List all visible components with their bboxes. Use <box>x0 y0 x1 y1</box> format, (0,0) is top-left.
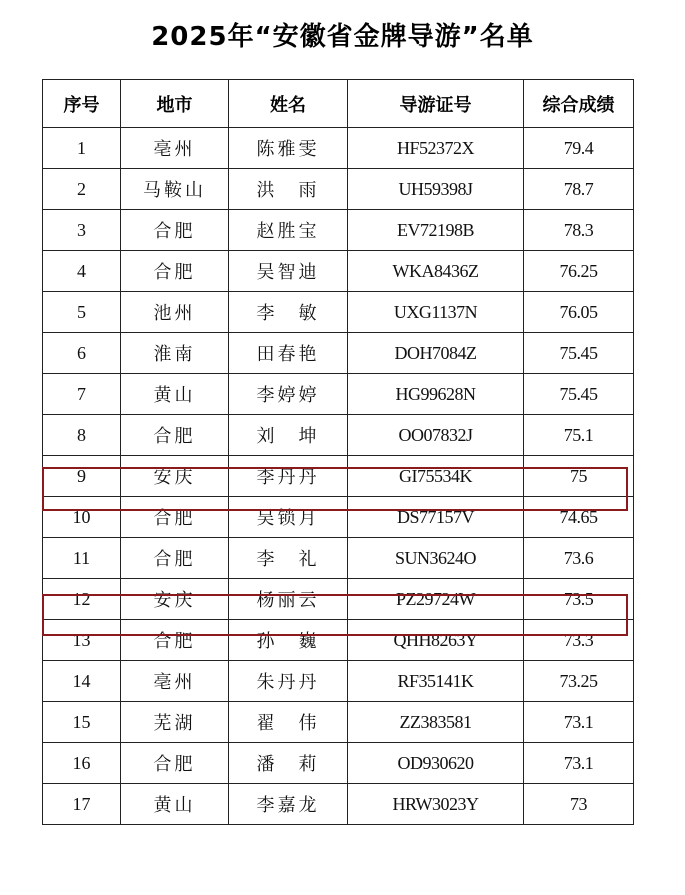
row-guide-id: UH59398J <box>348 169 524 210</box>
row-name: 刘 坤 <box>229 415 348 456</box>
table-row <box>43 579 634 620</box>
row-number: 4 <box>43 251 121 292</box>
row-number: 6 <box>43 333 121 374</box>
table-row <box>43 538 634 579</box>
row-city: 安庆 <box>121 456 229 497</box>
row-number: 14 <box>43 661 121 702</box>
row-city: 合肥 <box>121 538 229 579</box>
row-name: 杨丽云 <box>229 579 348 620</box>
guide-list-table <box>42 79 634 825</box>
row-guide-id: ZZ383581 <box>348 702 524 743</box>
row-name: 洪 雨 <box>229 169 348 210</box>
row-number: 11 <box>43 538 121 579</box>
row-score: 75.45 <box>524 333 634 374</box>
row-city: 合肥 <box>121 251 229 292</box>
row-name: 翟 伟 <box>229 702 348 743</box>
row-guide-id: EV72198B <box>348 210 524 251</box>
table-row <box>43 415 634 456</box>
table-row <box>43 169 634 210</box>
row-guide-id: HG99628N <box>348 374 524 415</box>
row-city: 亳州 <box>121 128 229 169</box>
table-row <box>43 702 634 743</box>
row-city: 安庆 <box>121 579 229 620</box>
row-guide-id: DS77157V <box>348 497 524 538</box>
row-number: 2 <box>43 169 121 210</box>
row-name: 朱丹丹 <box>229 661 348 702</box>
table-row <box>43 251 634 292</box>
row-guide-id: PZ29724W <box>348 579 524 620</box>
row-name: 吴智迪 <box>229 251 348 292</box>
row-name: 李 礼 <box>229 538 348 579</box>
row-city: 合肥 <box>121 497 229 538</box>
row-score: 73 <box>524 784 634 825</box>
row-city: 合肥 <box>121 743 229 784</box>
row-score: 73.5 <box>524 579 634 620</box>
row-guide-id: HF52372X <box>348 128 524 169</box>
row-number: 15 <box>43 702 121 743</box>
row-guide-id: DOH7084Z <box>348 333 524 374</box>
row-city: 合肥 <box>121 210 229 251</box>
row-city: 合肥 <box>121 620 229 661</box>
row-name: 吴锁月 <box>229 497 348 538</box>
row-score: 75.1 <box>524 415 634 456</box>
row-guide-id: SUN3624O <box>348 538 524 579</box>
row-score: 73.1 <box>524 743 634 784</box>
row-number: 3 <box>43 210 121 251</box>
row-city: 芜湖 <box>121 702 229 743</box>
row-city: 黄山 <box>121 784 229 825</box>
row-guide-id: WKA8436Z <box>348 251 524 292</box>
row-guide-id: RF35141K <box>348 661 524 702</box>
row-city: 池州 <box>121 292 229 333</box>
row-name: 李丹丹 <box>229 456 348 497</box>
row-city: 亳州 <box>121 661 229 702</box>
row-guide-id: GI75534K <box>348 456 524 497</box>
header-score: 综合成绩 <box>524 80 634 128</box>
table-row <box>43 128 634 169</box>
row-name: 田春艳 <box>229 333 348 374</box>
row-score: 76.05 <box>524 292 634 333</box>
row-score: 79.4 <box>524 128 634 169</box>
row-score: 73.25 <box>524 661 634 702</box>
row-city: 淮南 <box>121 333 229 374</box>
table-row <box>43 661 634 702</box>
row-guide-id: OO07832J <box>348 415 524 456</box>
row-name: 李嘉龙 <box>229 784 348 825</box>
row-number: 17 <box>43 784 121 825</box>
row-guide-id: OD930620 <box>348 743 524 784</box>
table-row <box>43 784 634 825</box>
row-score: 78.3 <box>524 210 634 251</box>
table-row <box>43 374 634 415</box>
header-name: 姓名 <box>229 80 348 128</box>
row-score: 73.6 <box>524 538 634 579</box>
row-number: 13 <box>43 620 121 661</box>
row-city: 合肥 <box>121 415 229 456</box>
row-number: 10 <box>43 497 121 538</box>
table-row <box>43 743 634 784</box>
row-number: 8 <box>43 415 121 456</box>
table-row <box>43 497 634 538</box>
row-city: 马鞍山 <box>121 169 229 210</box>
header-guide-id: 导游证号 <box>348 80 524 128</box>
row-guide-id: HRW3023Y <box>348 784 524 825</box>
row-city: 黄山 <box>121 374 229 415</box>
row-name: 李 敏 <box>229 292 348 333</box>
row-number: 9 <box>43 456 121 497</box>
row-number: 1 <box>43 128 121 169</box>
header-no: 序号 <box>43 80 121 128</box>
row-name: 孙 巍 <box>229 620 348 661</box>
row-name: 潘 莉 <box>229 743 348 784</box>
table-row <box>43 210 634 251</box>
row-score: 74.65 <box>524 497 634 538</box>
header-city: 地市 <box>121 80 229 128</box>
page-title: 2025年“安徽省金牌导游”名单 <box>151 22 534 52</box>
table-row <box>43 333 634 374</box>
row-score: 73.1 <box>524 702 634 743</box>
table-header-row <box>43 80 634 128</box>
row-number: 5 <box>43 292 121 333</box>
row-score: 73.3 <box>524 620 634 661</box>
row-guide-id: QHH8263Y <box>348 620 524 661</box>
row-name: 李婷婷 <box>229 374 348 415</box>
row-guide-id: UXG1137N <box>348 292 524 333</box>
row-number: 12 <box>43 579 121 620</box>
row-number: 16 <box>43 743 121 784</box>
row-score: 75.45 <box>524 374 634 415</box>
row-score: 76.25 <box>524 251 634 292</box>
row-score: 78.7 <box>524 169 634 210</box>
table-row <box>43 292 634 333</box>
row-name: 赵胜宝 <box>229 210 348 251</box>
table-row <box>43 456 634 497</box>
row-number: 7 <box>43 374 121 415</box>
row-score: 75 <box>524 456 634 497</box>
row-name: 陈雅雯 <box>229 128 348 169</box>
table-row <box>43 620 634 661</box>
